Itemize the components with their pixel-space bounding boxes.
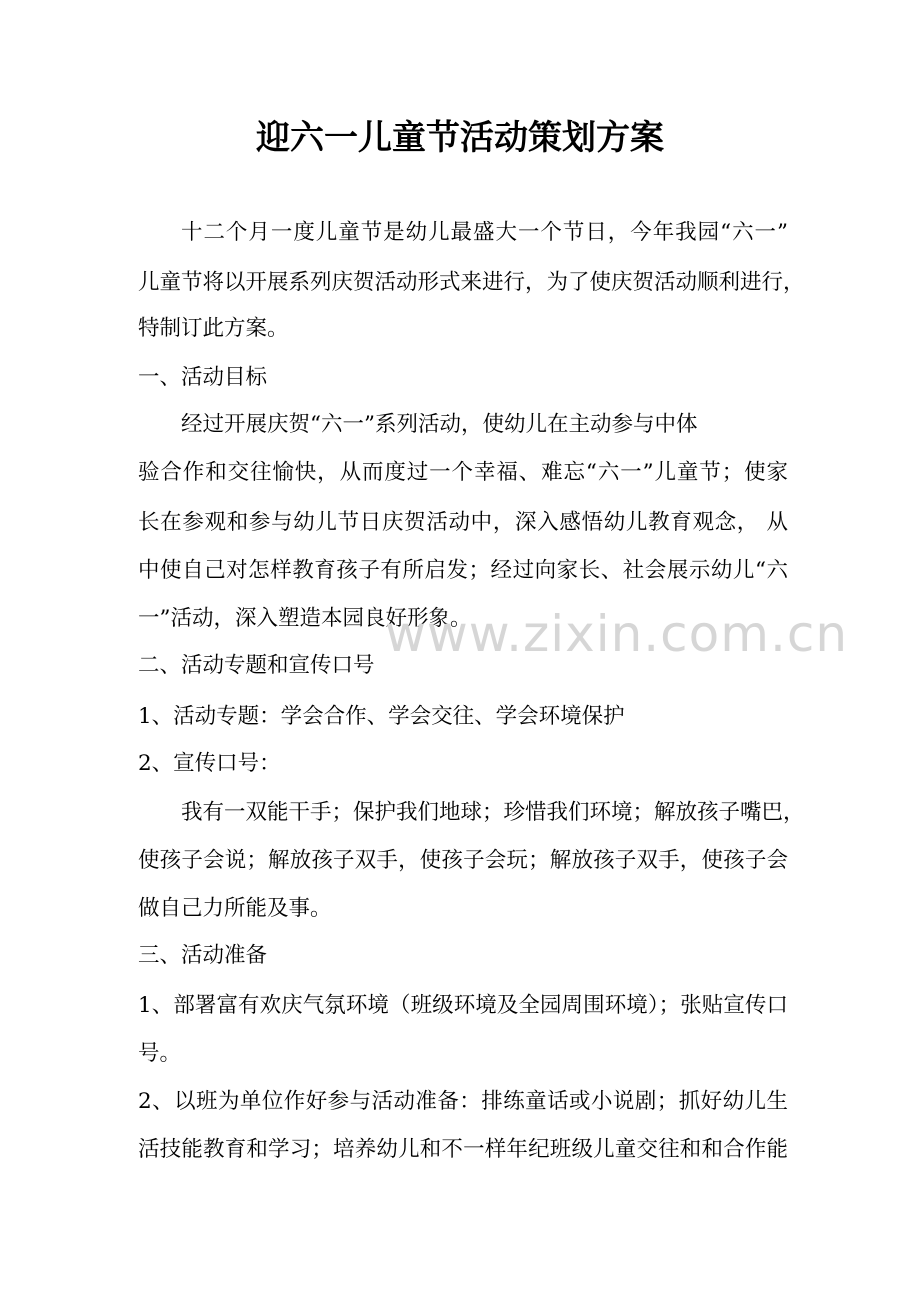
list-item: 2、以班为单位作好参与活动准备：排练童话或小说剧；抓好幼儿生: [138, 1089, 788, 1114]
paragraph-line: 我有一双能干手；保护我们地球；珍惜我们环境；解放孩子嘴巴，: [181, 800, 805, 825]
paragraph-line: 长在参观和参与幼儿节日庆贺活动中，深入感悟幼儿教育观念， 从: [138, 510, 788, 535]
list-item: 2、宣传口号：: [138, 751, 281, 776]
paragraph-line: 活技能教育和学习；培养幼儿和不一样年纪班级儿童交往和和合作能: [138, 1137, 788, 1162]
paragraph-line: 特制订此方案。: [138, 316, 289, 341]
paragraph-line: 一”活动，深入塑造本园良好形象。: [138, 606, 472, 631]
list-item: 1、部署富有欢庆气氛环境（班级环境及全园周围环境）；张贴宣传口: [138, 993, 788, 1018]
paragraph-line: 儿童节将以开展系列庆贺活动形式来进行，为了使庆贺活动顺利进行，: [138, 270, 805, 295]
document-title: 迎六一儿童节活动策划方案: [256, 118, 664, 158]
paragraph-line: 验合作和交往愉快，从而度过一个幸福、难忘“六一”儿童节；使家: [138, 460, 788, 485]
watermark: www.zixin.com.cn: [385, 605, 849, 663]
paragraph-line: 十二个月一度儿童节是幼儿最盛大一个节日，今年我园“六一”: [181, 220, 788, 245]
list-item: 1、活动专题：学会合作、学会交往、学会环境保护: [138, 704, 625, 729]
paragraph-line: 做自己力所能及事。: [138, 896, 332, 921]
paragraph-line: 中使自己对怎样教育孩子有所启发；经过向家长、社会展示幼儿“六: [138, 558, 788, 583]
paragraph-line: 使孩子会说；解放孩子双手，使孩子会玩；解放孩子双手，使孩子会: [138, 848, 788, 873]
section-heading: 一、活动目标: [138, 365, 268, 390]
section-heading: 三、活动准备: [138, 943, 268, 968]
paragraph-line: 号。: [138, 1041, 182, 1066]
paragraph-line: 经过开展庆贺“六一”系列活动，使幼儿在主动参与中体: [181, 412, 698, 437]
section-heading: 二、活动专题和宣传口号: [138, 653, 375, 678]
